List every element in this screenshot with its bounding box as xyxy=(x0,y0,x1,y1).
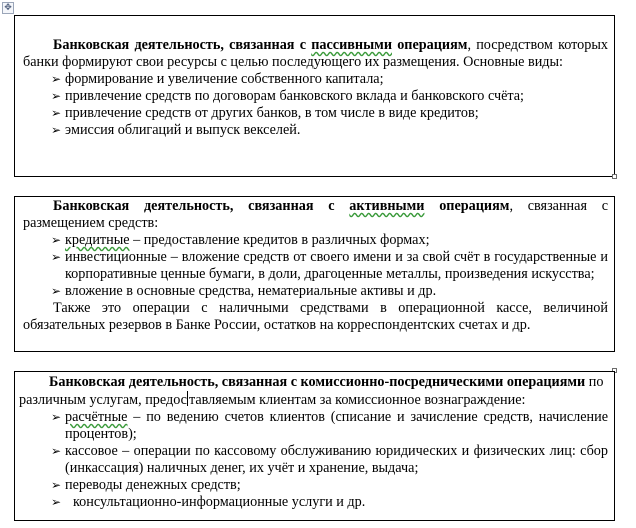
list-item: ➢ привлечение средств от других банков, в том числе в виде кредитов; xyxy=(51,105,479,121)
commission-intro: Банковская деятельность, связанная с комиссионно-посредническими операциями по различным услугам, предос тавляемым клиентам за комиссионное вознаграждение: xyxy=(19,374,604,408)
arrow-bullet-icon: ➢ xyxy=(51,89,62,103)
arrow-bullet-icon: ➢ xyxy=(51,410,62,424)
active-heading: Банковская деятельность, связанная с активными операциям xyxy=(53,198,510,214)
resize-handle[interactable] xyxy=(612,174,617,179)
arrow-bullet-icon: ➢ xyxy=(51,284,62,298)
list-item: ➢ вложение в основные средства, нематериальные активы и др. xyxy=(51,283,437,299)
commission-list xyxy=(19,409,608,511)
list-item: ➢ расчётные – по ведению счетов клиентов (списание и зачисление средств, начисление процентов); xyxy=(51,409,608,442)
arrow-bullet-icon: ➢ xyxy=(51,444,62,458)
arrow-bullet-icon: ➢ xyxy=(51,250,62,264)
list-item: ➢ привлечение средств по договорам банковского вклада и банковского счёта; xyxy=(51,88,524,104)
list-item: ➢ формирование и увеличение собственного капитала; xyxy=(51,71,384,87)
move-anchor-icon[interactable]: ✥ xyxy=(2,2,14,14)
active-intro: Банковская деятельность, связанная с активными операциям, связанная с размещением средств: xyxy=(23,198,609,231)
list-item: ➢ кассовое – операции по кассовому обслуживанию юридических и физических лиц: сбор (инкассация) наличных денег, их учёт и хранение, выдача; xyxy=(51,443,608,476)
list-item: ➢ переводы денежных средств; xyxy=(51,477,241,493)
passive-heading: Банковская деятельность, связанная с пассивными операциям xyxy=(53,37,468,53)
arrow-bullet-icon: ➢ xyxy=(51,478,62,492)
passive-list xyxy=(23,71,608,139)
list-item: ➢ консультационно-информационные услуги и др. xyxy=(51,494,366,510)
arrow-bullet-icon: ➢ xyxy=(51,495,62,509)
text-box-passive-operations[interactable] xyxy=(14,15,615,177)
list-item: ➢ инвестиционные – вложение средств от своего имени и за свой счёт в государственные и корпоративные ценные бумаги, в доли, драгоценные металлы, произведения искусства; xyxy=(51,249,608,282)
list-item: ➢ эмиссия облигаций и выпуск векселей. xyxy=(51,122,301,138)
passive-intro: Банковская деятельность, связанная с пассивными операциям, посредством которых банки формируют свои ресурсы с целью последующего их размещения. Основные виды: xyxy=(23,37,608,70)
text-box-commission-operations[interactable] xyxy=(14,371,615,521)
arrow-bullet-icon: ➢ xyxy=(51,123,62,137)
commission-heading: Банковская деятельность, связанная с комиссионно-посредническими операциями xyxy=(49,374,586,390)
arrow-bullet-icon: ➢ xyxy=(51,233,62,247)
arrow-bullet-icon: ➢ xyxy=(51,106,62,120)
active-list xyxy=(23,232,608,300)
arrow-bullet-icon: ➢ xyxy=(51,72,62,86)
list-item: ➢ кредитные – предоставление кредитов в различных формах; xyxy=(51,232,430,248)
active-tail: Также это операции с наличными средствами в операционной кассе, величиной обязательных резервов в Банке России, остатков на корреспондентских счетах и др. xyxy=(23,300,608,333)
text-box-active-operations[interactable] xyxy=(14,196,615,352)
